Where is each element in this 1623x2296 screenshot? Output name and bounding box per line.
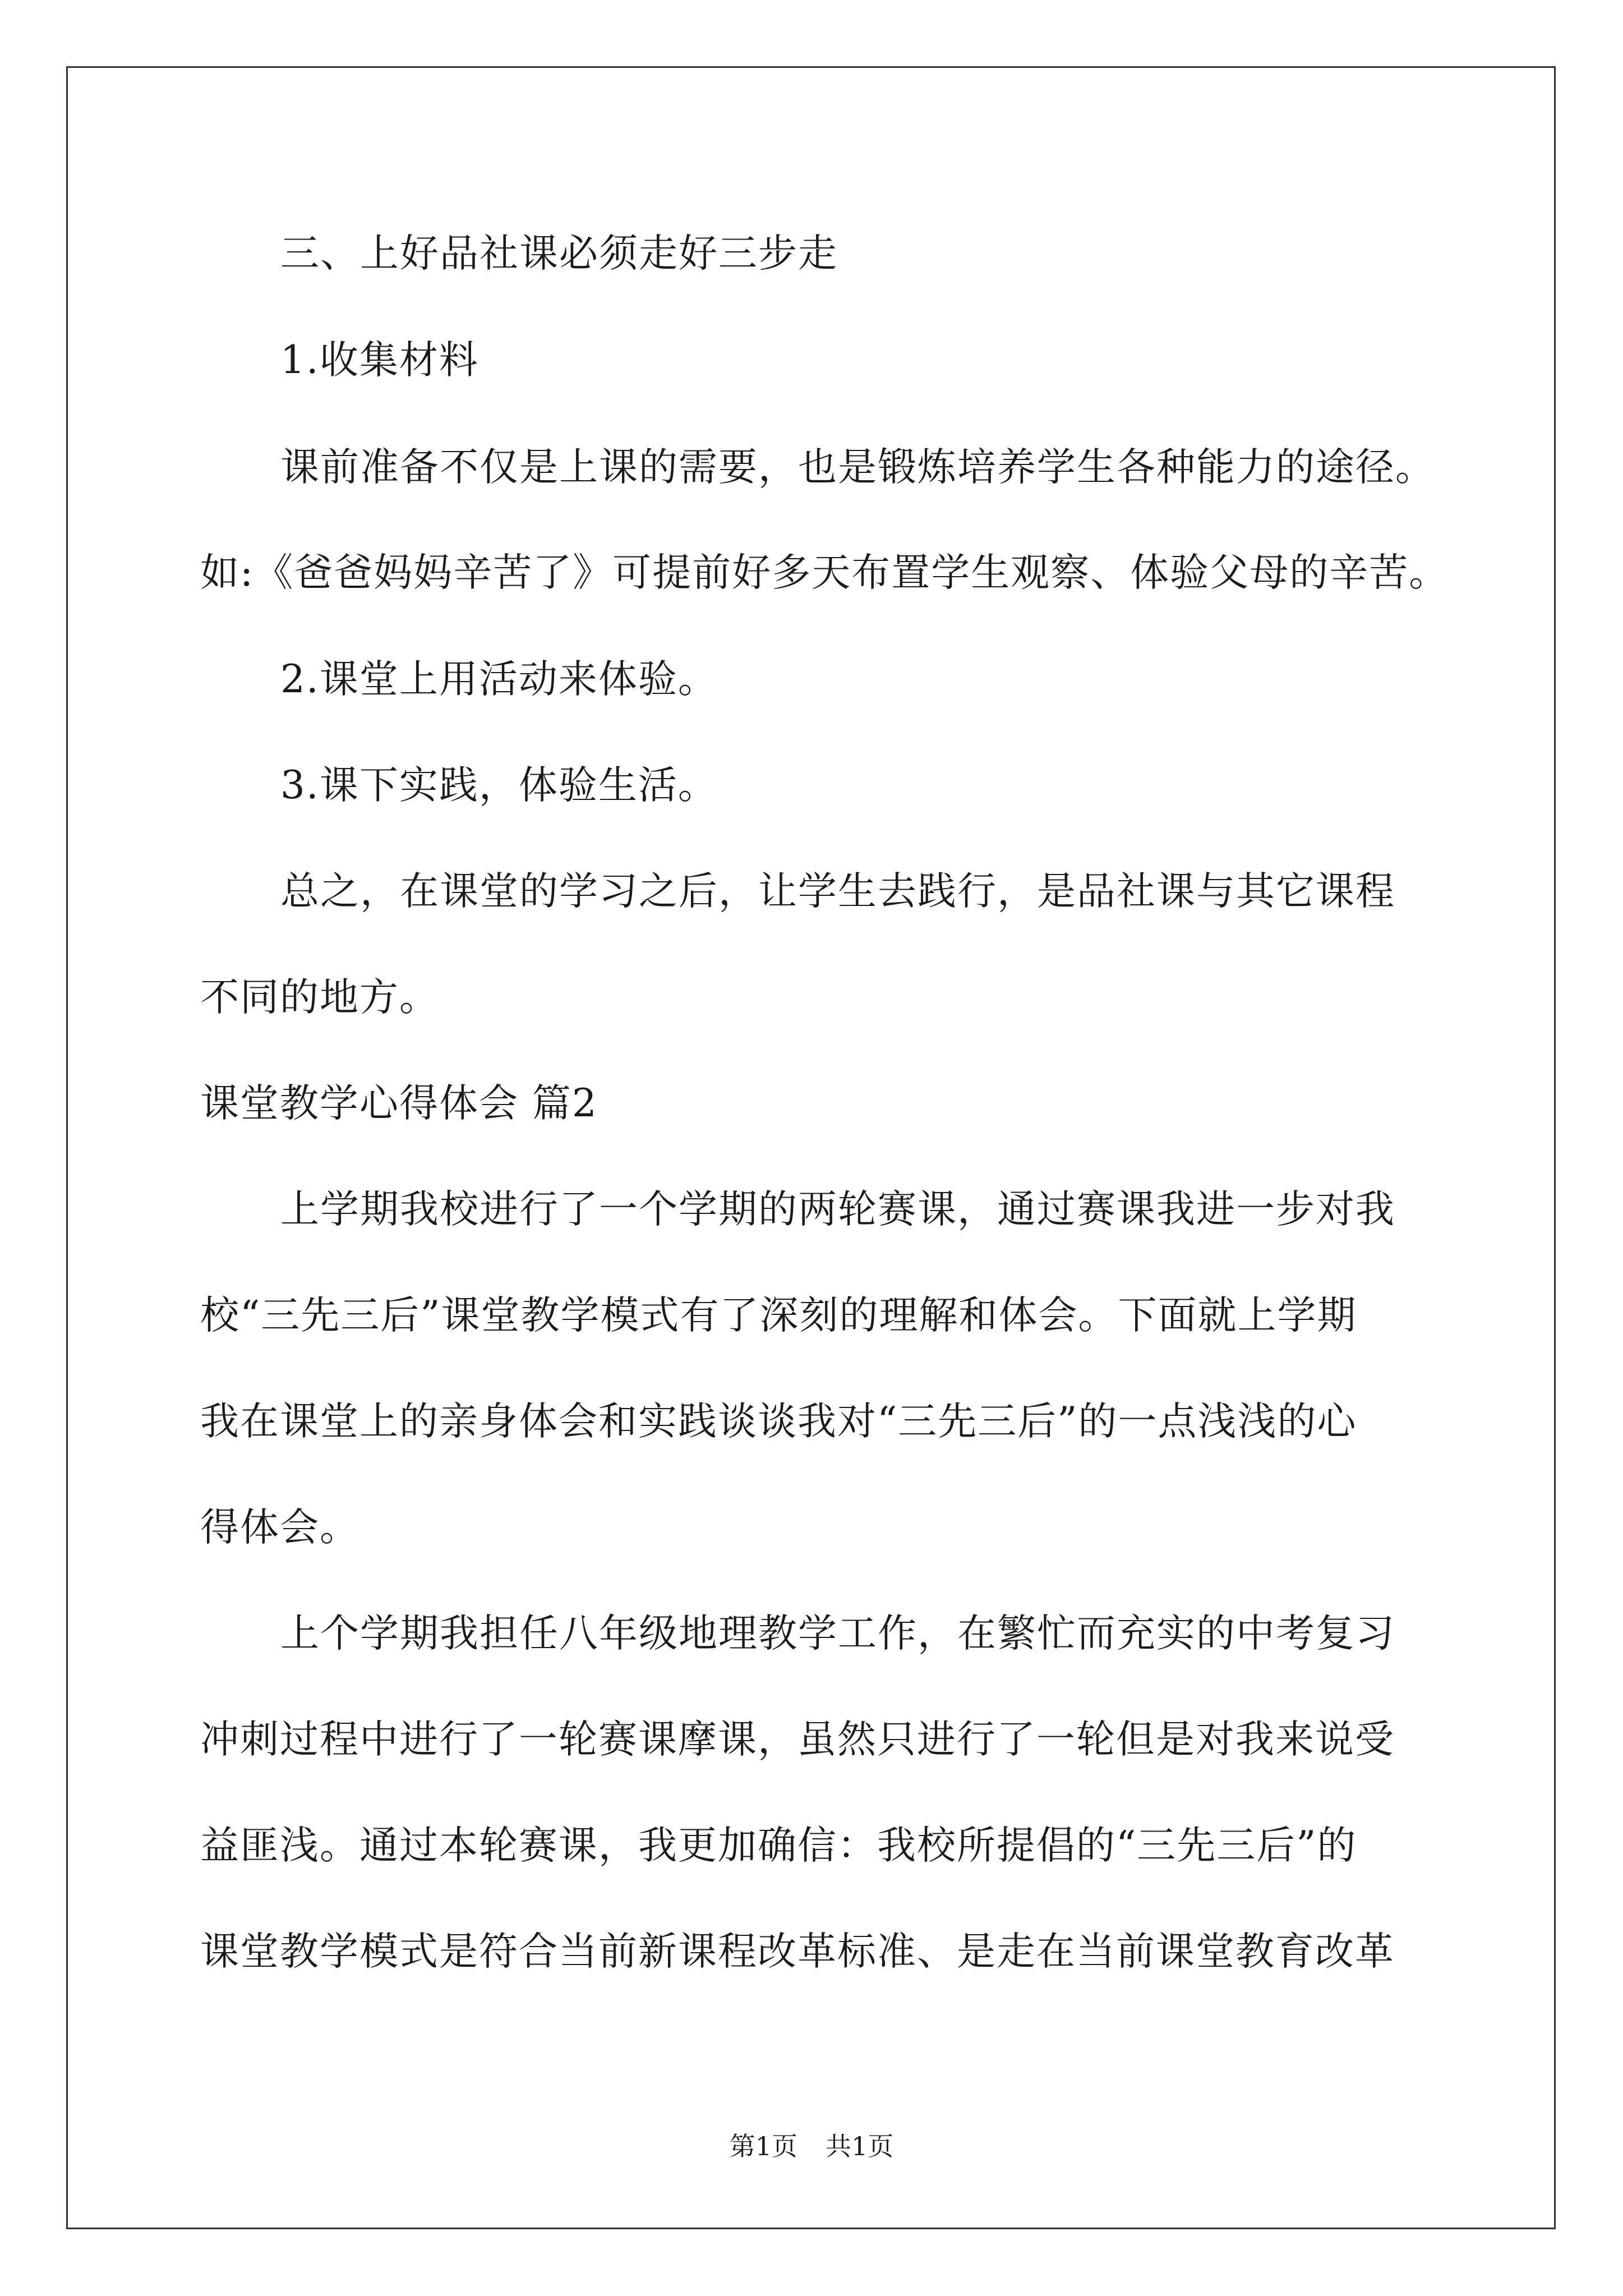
paragraph-line: 益匪浅。通过本轮赛课，我更加确信：我校所提倡的“三先三后”的 <box>200 1823 1357 1868</box>
paragraph-line: 校“三先三后”课堂教学模式有了深刻的理解和体会。下面就上学期 <box>200 1293 1357 1338</box>
list-item-1: 1.收集材料 <box>280 338 479 383</box>
page-footer <box>0 2133 1623 2159</box>
paragraph-line: 上个学期我担任八年级地理教学工作，在繁忙而充实的中考复习 <box>280 1611 1395 1656</box>
paragraph-line: 上学期我校进行了一个学期的两轮赛课，通过赛课我进一步对我 <box>280 1187 1395 1232</box>
paragraph-line: 总之，在课堂的学习之后，让学生去践行，是品社课与其它课程 <box>280 869 1395 914</box>
page-number: 第1页 <box>729 2131 797 2161</box>
paragraph-line: 不同的地方。 <box>200 975 439 1020</box>
page-frame <box>66 66 1556 2229</box>
paragraph-line: 课前准备不仅是上课的需要，也是锻炼培养学生各种能力的途径。 <box>280 445 1435 490</box>
list-item-3: 3.课下实践，体验生活。 <box>280 763 718 808</box>
paragraph-line: 得体会。 <box>200 1505 359 1550</box>
list-item-2: 2.课堂上用活动来体验。 <box>280 657 718 702</box>
paragraph-line: 冲刺过程中进行了一轮赛课摩课，虽然只进行了一轮但是对我来说受 <box>200 1717 1395 1762</box>
article-heading: 课堂教学心得体会 篇2 <box>200 1081 598 1126</box>
paragraph-line: 我在课堂上的亲身体会和实践谈谈我对“三先三后”的一点浅浅的心 <box>200 1399 1357 1444</box>
page-total: 共1页 <box>826 2131 894 2161</box>
paragraph-line: 如:《爸爸妈妈辛苦了》可提前好多天布置学生观察、体验父母的辛苦。 <box>200 550 1449 595</box>
paragraph-line: 课堂教学模式是符合当前新课程改革标准、是走在当前课堂教育改革 <box>200 1929 1395 1974</box>
section-heading: 三、上好品社课必须走好三步走 <box>280 231 838 276</box>
